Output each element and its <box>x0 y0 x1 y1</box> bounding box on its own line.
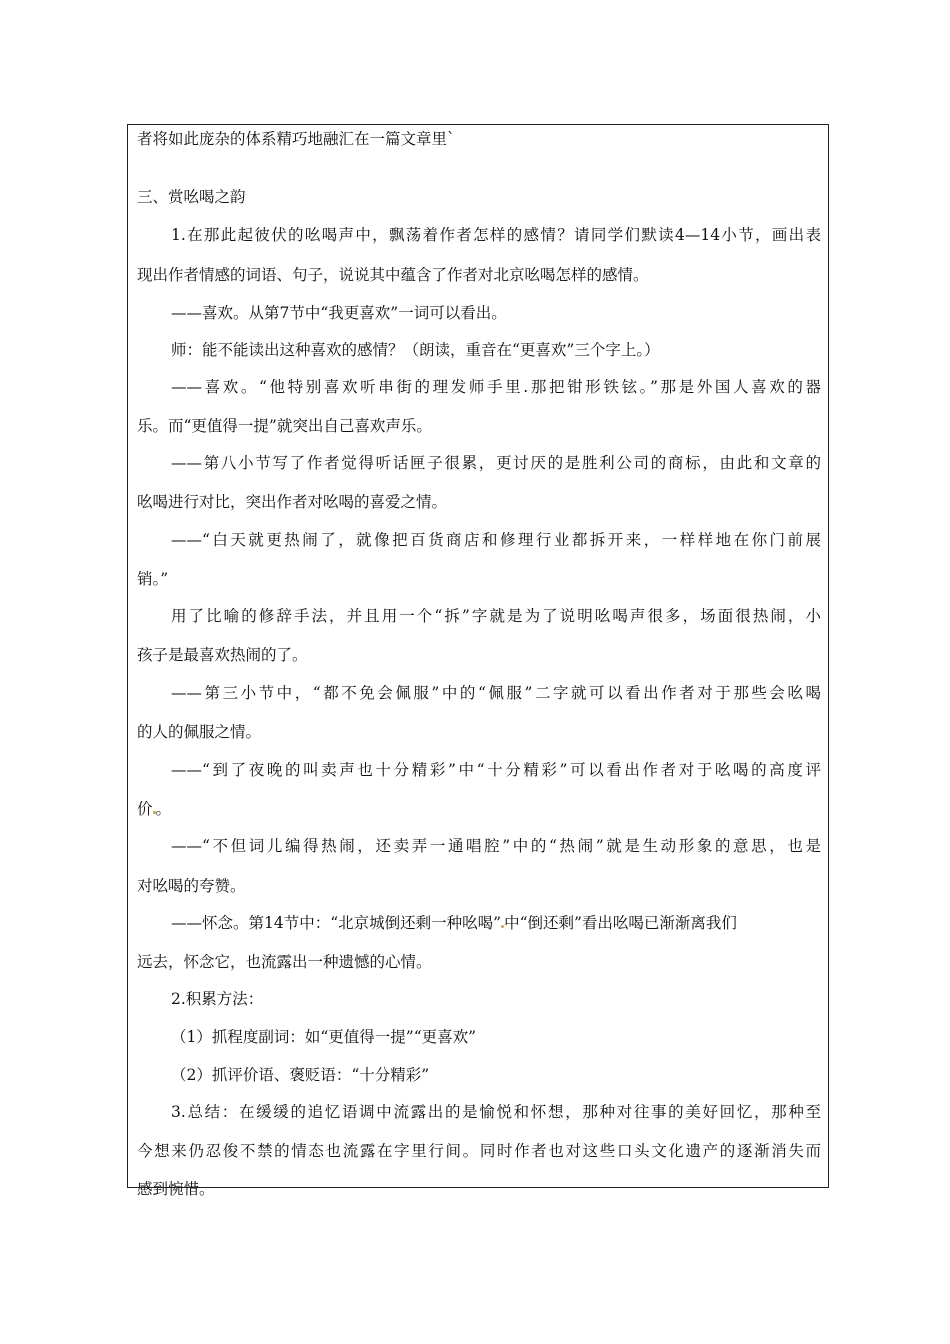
text-fragment: 。 <box>155 800 172 818</box>
text-line: 1.在那此起彼伏的吆喝声中，飘荡着作者怎样的感情？请同学们默读4—14小节，画出表 <box>171 226 821 244</box>
list-item: （2）抓评价语、褒贬语：“十分精彩” <box>171 1066 430 1084</box>
text-line: 吆喝进行对比，突出作者对吆喝的喜爱之情。 <box>137 493 448 511</box>
list-item: （1）抓程度副词：如“更值得一提”“更喜欢” <box>171 1028 477 1046</box>
text-line <box>137 799 171 819</box>
text-line: ——第八小节写了作者觉得听话匣子很累，更讨厌的是胜利公司的商标，由此和文章的 <box>171 454 821 472</box>
text-line: ——“不但词儿编得热闹，还卖弄一通唱腔”中的“热闹”就是生动形象的意思，也是 <box>171 837 821 855</box>
text-line: 3.总结：在缓缓的追忆语调中流露出的是愉悦和怀想，那种对往事的美好回忆，那种至 <box>171 1103 821 1121</box>
text-line: 2.积累方法： <box>171 990 264 1008</box>
text-fragment: 中“倒还剩”看出吆喝已渐渐离我们 <box>504 914 737 932</box>
text-line: 今想来仍忍俊不禁的情态也流露在字里行间。同时作者也对这些口头文化遗产的逐渐消失而 <box>137 1142 821 1160</box>
text-line: ——第三小节中，“都不免会佩服”中的“佩服”二字就可以看出作者对于那些会吆喝 <box>171 684 821 702</box>
text-line: 销。” <box>137 570 169 588</box>
text-line: 师：能不能读出这种喜欢的感情？（朗读，重音在“更喜欢”三个字上。） <box>171 341 660 359</box>
text-line: ——喜欢。从第7节中“我更喜欢”一词可以看出。 <box>171 304 507 322</box>
text-line: ——“到了夜晚的叫卖声也十分精彩”中“十分精彩”可以看出作者对于吆喝的高度评 <box>171 761 821 779</box>
text-fragment: ——怀念。第14节中：“北京城倒还剩一种吆喝” <box>171 914 502 932</box>
text-line: 现出作者情感的词语、句子，说说其中蕴含了作者对北京吆喝怎样的感情。 <box>137 266 649 284</box>
text-line: 的人的佩服之情。 <box>137 723 262 741</box>
section-heading: 三、赏吆喝之韵 <box>137 188 246 206</box>
text-line: ——“白天就更热闹了，就像把百货商店和修理行业都拆开来，一样样地在你门前展 <box>171 531 821 549</box>
text-line <box>171 913 737 933</box>
text-line: 对吆喝的夸赞。 <box>137 877 246 895</box>
text-line: ——喜欢。“他特别喜欢听串街的理发师手里.那把钳形铁铉。”那是外国人喜欢的器 <box>171 378 821 396</box>
text-line: 者将如此庞杂的体系精巧地融汇在一篇文章里` <box>137 130 455 148</box>
text-line: 孩子是最喜欢热闹的了。 <box>137 646 308 664</box>
text-line: 感到惋惜。 <box>137 1180 215 1198</box>
text-line: 乐。而“更值得一提”就突出自己喜欢声乐。 <box>137 417 432 435</box>
text-fragment: 价 <box>137 800 153 818</box>
text-line: 远去，怀念它，也流露出一种遗憾的心情。 <box>137 953 432 971</box>
text-line: 用了比喻的修辞手法，并且用一个“拆”字就是为了说明吆喝声很多，场面很热闹，小 <box>171 607 821 625</box>
